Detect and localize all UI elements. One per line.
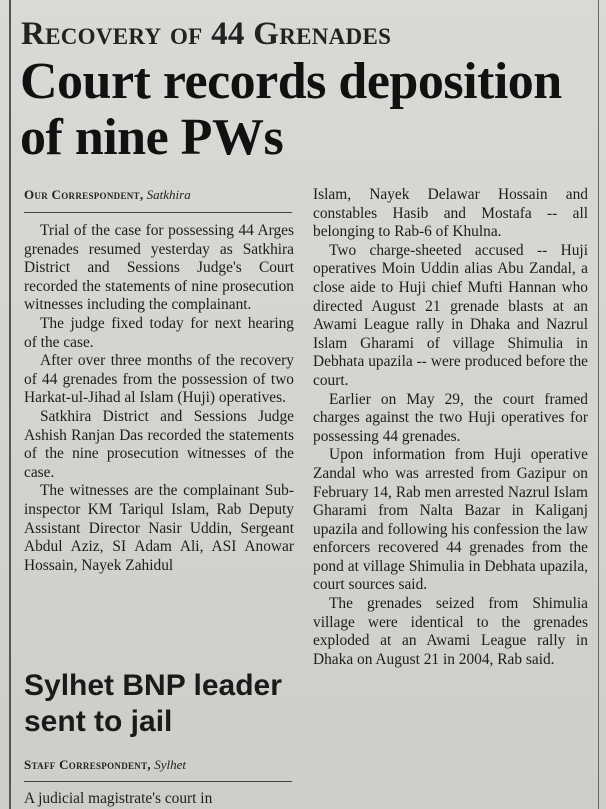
article-paragraph: Upon information from Huji operative Zandal who was arrested from Gazipur on February 14, Rab men arrested Nazrul Islam Gharami from Nalta Bazar in Kaliganj upazila and following his confession the law enforcers recovered 44 grenades from the pond at village Shimulia in Debhata upazila, court sources said. xyxy=(313,446,588,594)
byline-location: Satkhira xyxy=(146,187,191,202)
article-kicker: Recovery of 44 Grenades xyxy=(21,16,392,52)
article-paragraph: The grenades seized from Shimulia village were identical to the grenades exploded at an Awami League rally in Dhaka on August 21 in 2004, Rab said. xyxy=(313,595,588,668)
byline-rule xyxy=(24,781,292,782)
byline-location: Sylhet xyxy=(154,757,186,772)
article-headline: Court records deposition of nine PWs xyxy=(20,53,562,166)
second-article-text: A judicial magistrate's court in xyxy=(24,790,213,807)
column-divider-right xyxy=(598,0,599,809)
article-paragraph: Two charge-sheeted accused -- Huji operatives Moin Uddin alias Abu Zandal, a close aide to Huji chief Mufti Hannan who directed August 21 grenade blasts at an Awami League rally in Dhaka and Nazrul Islam Gharami of village Shimulia in Debhata upazila -- were produced before the court. xyxy=(313,241,588,389)
column-divider-left xyxy=(9,0,11,809)
article-column-right xyxy=(313,186,588,669)
byline-name: Our Correspondent, xyxy=(24,187,144,202)
second-article-headline: Sylhet BNP leader sent to jail xyxy=(24,669,282,738)
byline-rule xyxy=(24,212,292,213)
article-byline xyxy=(24,187,191,203)
second-article-byline xyxy=(24,757,186,773)
article-paragraph: After over three months of the recovery of 44 grenades from the possession of two Harkat-ul-Jihad al Islam (Huji) operatives. xyxy=(24,352,294,407)
byline-name: Staff Correspondent, xyxy=(24,757,151,772)
article-column-left xyxy=(24,222,294,575)
article-paragraph: Trial of the case for possessing 44 Arges grenades resumed yesterday as Satkhira District and Sessions Judge's Court recorded the statements of nine prosecution witnesses including the complainant. xyxy=(24,222,294,314)
article-paragraph: Earlier on May 29, the court framed charges against the two Huji operatives for possessing 44 grenades. xyxy=(313,390,588,445)
article-paragraph: The witnesses are the complainant Sub-inspector KM Tariqul Islam, Rab Deputy Assistant Director Nasir Uddin, Sergeant Abdul Aziz, SI Adam Ali, ASI Anowar Hossain, Nayek Zahidul xyxy=(24,482,294,574)
article-paragraph: Satkhira District and Sessions Judge Ashish Ranjan Das recorded the statements of the nine prosecution witnesses of the case. xyxy=(24,407,294,481)
article-paragraph: The judge fixed today for next hearing of the case. xyxy=(24,314,294,351)
article-paragraph-continued: Islam, Nayek Delawar Hossain and constables Hasib and Mostafa -- all belonging to Rab-6 of Khulna. xyxy=(313,186,588,241)
